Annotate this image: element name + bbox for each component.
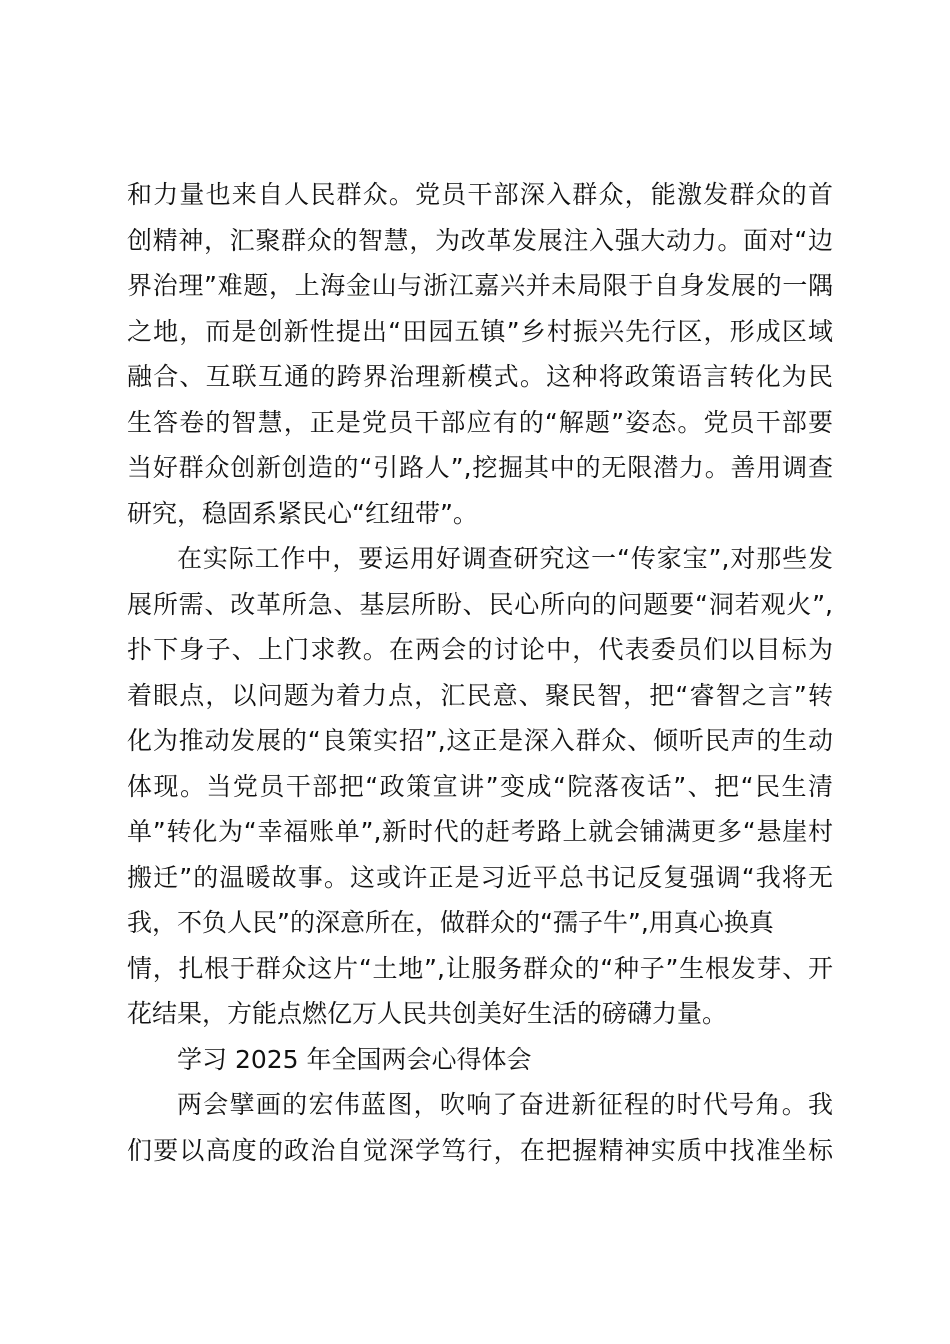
- text-line: 和力量也来自人民群众。党员干部深入群众，能激发群众的首: [127, 180, 833, 209]
- text-line: 我，不负人民”的深意所在，做群众的“孺子牛”,用真心换真: [127, 908, 774, 937]
- text-line: 在实际工作中，要运用好调查研究这一“传家宝”,对那些发: [177, 544, 833, 573]
- text-line: 们要以高度的政治自觉深学笃行，在把握精神实质中找准坐标: [127, 1135, 833, 1165]
- heading-line: 学习 2025 年全国两会心得体会: [177, 1044, 532, 1074]
- text-line: 扑下身子、上门求教。在两会的讨论中，代表委员们以目标为: [127, 635, 833, 664]
- text-line: 当好群众创新创造的“引路人”,挖掘其中的无限潜力。善用调查: [127, 453, 833, 482]
- text-line: 化为推动发展的“良策实招”,这正是深入群众、倾听民声的生动: [127, 726, 833, 755]
- paragraph-3: [127, 1082, 833, 1173]
- text-line: 创精神，汇聚群众的智慧，为改革发展注入强大动力。面对“边: [127, 225, 833, 255]
- text-line: 着眼点，以问题为着力点，汇民意、聚民智，把“睿智之言”转: [127, 680, 833, 710]
- text-line: 情，扎根于群众这片“土地”,让服务群众的“种子”生根发芽、开: [127, 953, 833, 983]
- section-heading: [127, 1037, 833, 1083]
- text-line: 两会擘画的宏伟蓝图，吹响了奋进新征程的时代号角。我: [177, 1090, 833, 1119]
- paragraph-1: [127, 172, 833, 536]
- text-line: 搬迁”的温暖故事。这或许正是习近平总书记反复强调“我将无: [127, 862, 833, 892]
- text-line: 花结果，方能点燃亿万人民共创美好生活的磅礴力量。: [127, 999, 728, 1028]
- text-line: 研究，稳固系紧民心“红纽带”。: [127, 498, 478, 528]
- text-line: 展所需、改革所急、基层所盼、民心所向的问题要“洞若观火”,: [127, 589, 833, 619]
- text-line: 之地，而是创新性提出“田园五镇”乡村振兴先行区，形成区域: [127, 316, 833, 346]
- text-line: 生答卷的智慧，正是党员干部应有的“解题”姿态。党员干部要: [127, 407, 833, 437]
- text-line: 体现。当党员干部把“政策宣讲”变成“院落夜话”、把“民生清: [127, 771, 833, 801]
- text-line: 界治理”难题，上海金山与浙江嘉兴并未局限于自身发展的一隅: [127, 271, 833, 300]
- text-line: 单”转化为“幸福账单”,新时代的赶考路上就会铺满更多“悬崖村: [127, 817, 833, 846]
- paragraph-2: [127, 536, 833, 1037]
- body-text: [127, 172, 833, 1173]
- text-line: 融合、互联互通的跨界治理新模式。这种将政策语言转化为民: [127, 362, 833, 391]
